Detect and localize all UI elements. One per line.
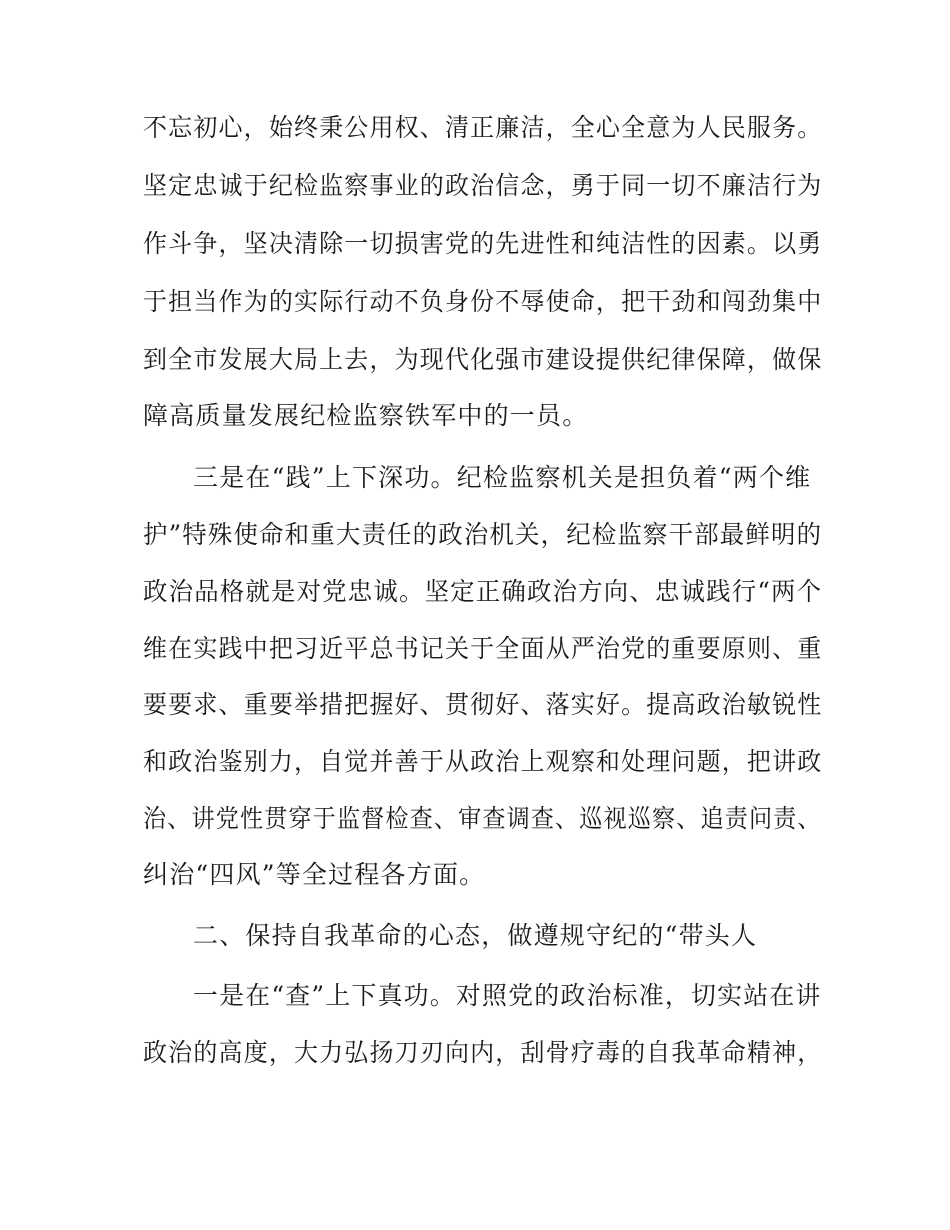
paragraph-start-line: 三是在“践”上下深功。纪检监察机关是担负着“两个维 [193,463,812,492]
paragraph-start-line: 一是在“查”上下真功。对照党的政治标准，切实站在讲 [193,981,822,1010]
text-line: 于担当作为的实际行动不负身份不辱使命，把干劲和闯劲集中 [143,287,823,316]
text-line: 到全市发展大局上去，为现代化强市建设提供纪律保障，做保 [143,345,823,374]
text-line: 政治的高度，大力弘扬刀刃向内，刮骨疗毒的自我革命精神， [143,1038,823,1067]
text-line: 政治品格就是对党忠诚。坚定正确政治方向、忠诚践行“两个 [143,577,823,606]
text-line: 坚定忠诚于纪检监察事业的政治信念，勇于同一切不廉洁行为 [143,171,823,200]
text-line: 纠治“四风”等全过程各方面。 [143,860,486,889]
text-line: 治、讲党性贯穿于监督检查、审查调查、巡视巡察、追责问责、 [143,804,822,833]
text-line: 护”特殊使命和重大责任的政治机关，纪检监察干部最鲜明的 [143,520,823,549]
text-line: 不忘初心，始终秉公用权、清正廉洁，全心全意为人民服务。 [143,113,823,142]
section-heading: 二、保持自我革命的心态，做遵规守纪的“带头人 [193,921,758,950]
text-line: 和政治鉴别力，自觉并善于从政治上观察和处理问题，把讲政 [143,747,823,776]
text-line: 作斗争，坚决清除一切损害党的先进性和纯洁性的因素。以勇 [143,229,823,258]
text-line: 障高质量发展纪检监察铁军中的一员。 [143,401,589,430]
text-line: 维在实践中把习近平总书记关于全面从严治党的重要原则、重 [143,634,823,663]
text-line: 要要求、重要举措把握好、贯彻好、落实好。提高政治敏锐性 [143,690,823,719]
